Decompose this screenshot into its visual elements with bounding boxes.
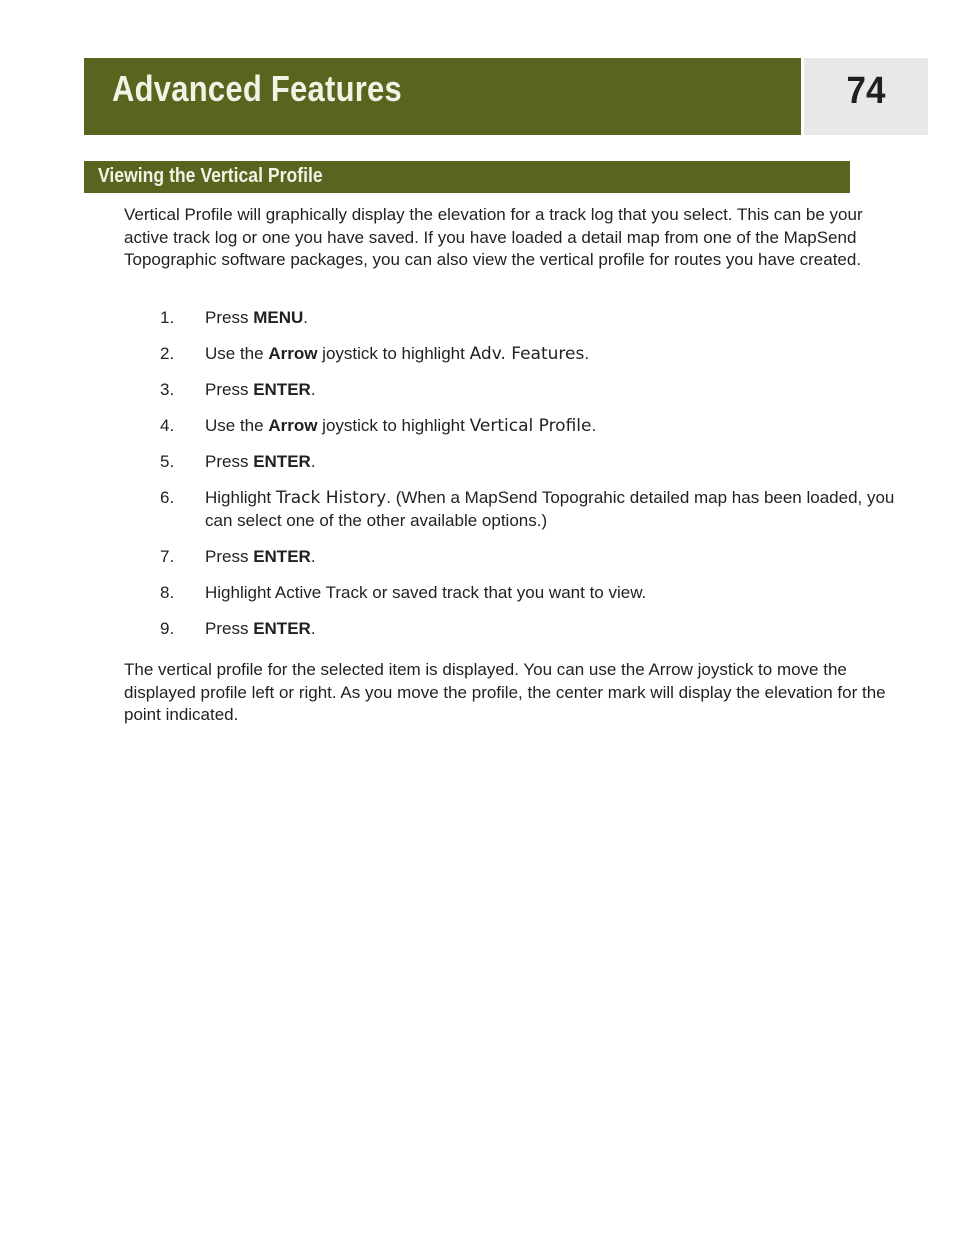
step-number: 6. [160,488,175,507]
step-item [124,618,900,641]
step-screen-item: Track History [275,488,387,508]
steps-list [124,307,900,640]
step-item [124,415,900,438]
step-screen-item: Adv. Features [469,344,585,364]
chapter-header-bar [84,58,801,135]
step-text: Press [205,546,254,566]
step-text: Highlight [205,488,276,507]
step-text: . (When a MapSend Topograhic detailed map has been loaded, you can select one of the other available options.) [205,488,895,530]
step-text: Press [205,452,254,471]
step-keyword: Arrow [268,344,318,363]
step-item [124,546,900,569]
step-text: joystick to highlight [317,344,470,363]
step-keyword: ENTER [253,618,311,638]
step-keyword: MENU [253,308,304,327]
step-text: Use the [205,416,269,435]
step-text: . [310,546,316,566]
step-text: . [591,416,597,435]
step-text: Press [205,380,254,399]
step-item [124,582,900,605]
step-number: 3. [160,380,175,399]
step-keyword: ENTER [253,452,311,471]
step-text: Press [205,308,254,327]
step-text: joystick to highlight [317,416,470,435]
step-keyword: ENTER [253,380,311,399]
page-number-box [804,58,928,135]
step-text: . [584,344,590,363]
step-text: . [303,308,308,327]
step-screen-item: Vertical Profile [469,416,592,436]
step-number: 9. [160,618,175,638]
step-item [124,307,900,330]
step-text: Use the [205,344,269,363]
step-text: Highlight Active Track or saved track that you want to view. [205,582,647,602]
step-text: . [310,618,316,638]
outro-paragraph: The vertical profile for the selected item is displayed. You can use the Arrow joystick to move the displayed profile left or right. As you move the profile, the center mark will display the elevation for the point indicated. [124,660,886,724]
step-number: 1. [160,308,175,327]
step-text: . [310,380,316,399]
step-number: 4. [160,416,175,435]
step-item [124,451,900,474]
step-keyword: ENTER [253,546,311,566]
section-title: Viewing the Vertical Profile [98,165,323,187]
step-number: 8. [160,582,175,602]
step-text: Press [205,618,254,638]
step-number: 2. [160,344,175,363]
step-number: 5. [160,452,175,471]
step-item [124,379,900,402]
chapter-title: Advanced Features [112,68,403,109]
step-text: . [310,452,316,471]
intro-paragraph: Vertical Profile will graphically display the elevation for a track log that you select. This can be your active track log or one you have saved. If you have loaded a detail map from one of the MapSend Topographic software packages, you can also view the vertical profile for routes you have created. [124,205,863,269]
section-header-bar [84,161,850,193]
step-keyword: Arrow [268,416,318,435]
page-number: 74 [846,70,886,112]
step-item [124,487,900,532]
step-item [124,343,900,366]
step-number: 7. [160,546,175,566]
